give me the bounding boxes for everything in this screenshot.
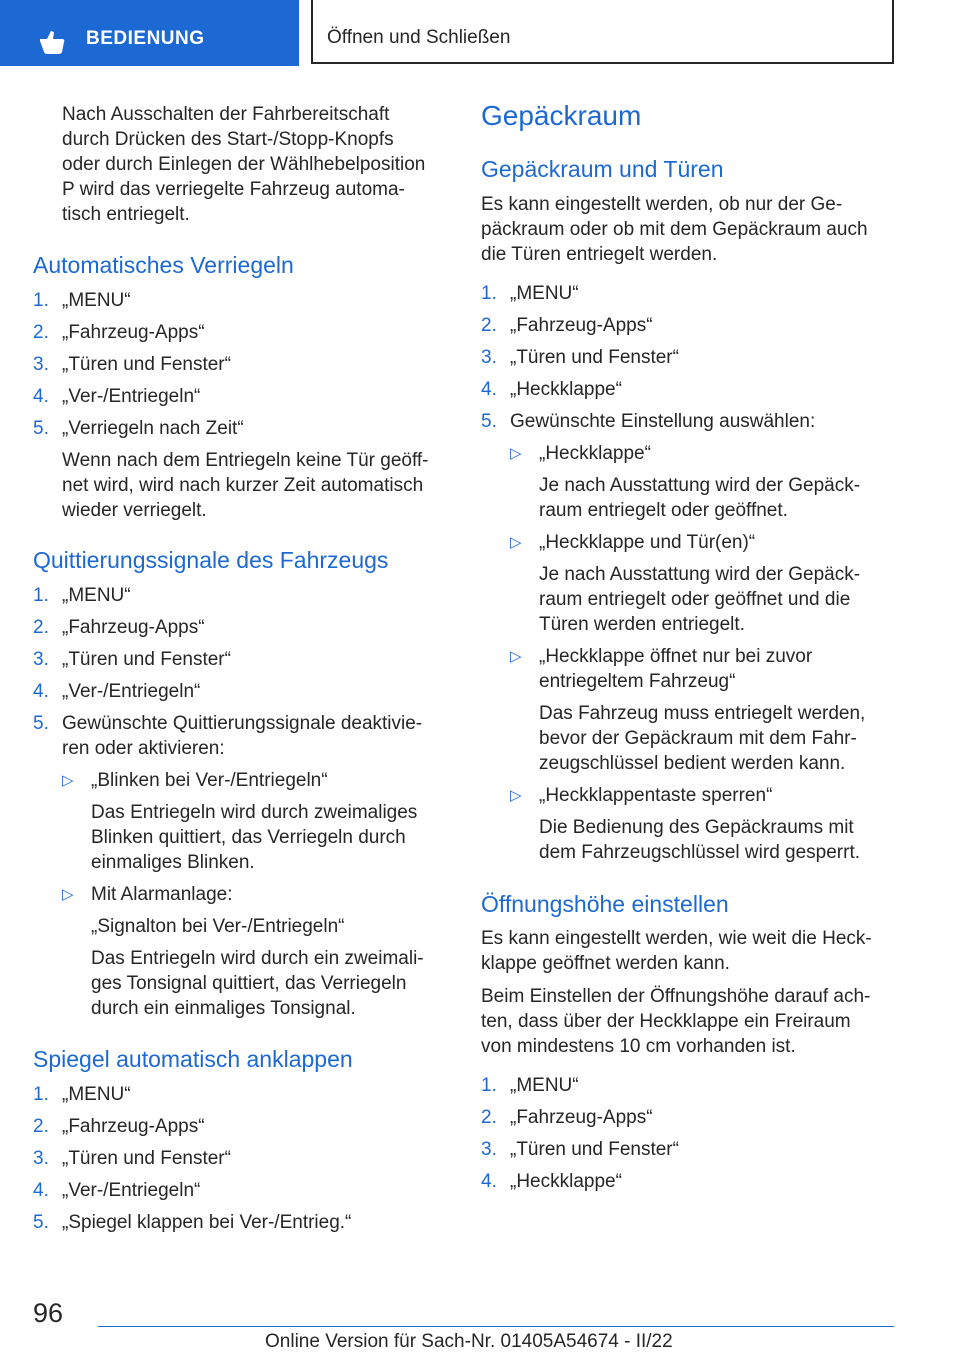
- list-item: 4. „Ver-/Entriegeln“: [33, 681, 201, 702]
- signals-sublist: ▷ „Blinken bei Ver-/Entriegeln“ Das Entriegeln wird durch zweimaliges Blinken quittiert, das Verriegeln durch einmaliges Blinken. ▷ Mit Alarmanlage: „Signalton bei Ver-/Entriegeln“ Das Entriegeln wird durch ein zweimali‐ ges Tonsignal quittiert, das Verriegeln durch ein einmaliges Tonsignal.: [33, 768, 453, 1021]
- chapter-title: Öffnen und Schließen: [327, 27, 511, 48]
- list-item: 3. „Türen und Fenster“: [481, 1139, 679, 1160]
- list-item: 5. Gewünschte Quittierungssignale deaktivie‐ ren oder aktivieren:: [33, 713, 423, 759]
- triangle-bullet-icon: ▷: [510, 787, 522, 804]
- list-item: 1. „MENU“: [33, 290, 131, 311]
- auto-lock-note: Wenn nach dem Entriegeln keine Tür geöff‐ net wird, wird nach kurzer Zeit automatisch wieder verriegelt.: [62, 450, 429, 521]
- heading-auto-lock: Automatisches Verriegeln: [33, 252, 294, 278]
- list-item: 3. „Türen und Fenster“: [33, 1148, 231, 1169]
- list-item: 4. „Ver-/Entriegeln“: [33, 1180, 201, 1201]
- list-item: 4. „Heckklappe“: [481, 379, 622, 400]
- section-label: BEDIENUNG: [86, 28, 205, 49]
- list-item: 1. „MENU“: [481, 283, 579, 304]
- online-version-note: Online Version für Sach-Nr. 01405A54674 - II/22: [265, 1331, 673, 1352]
- list-item: 5. „Verriegeln nach Zeit“: [33, 418, 244, 439]
- list-item: 5. Gewünschte Einstellung auswählen:: [481, 411, 816, 432]
- list-item: 3. „Türen und Fenster“: [33, 354, 231, 375]
- list-item: 3. „Türen und Fenster“: [33, 649, 231, 670]
- list-item: 2. „Fahrzeug-Apps“: [33, 617, 205, 638]
- trunk-steps: [481, 281, 896, 865]
- mirror-steps: [33, 1082, 453, 1235]
- sub-item: ▷ „Blinken bei Ver-/Entriegeln“: [62, 770, 328, 791]
- sub-item: ▷ „Heckklappe und Tür(en)“: [510, 532, 756, 553]
- sub-item: ▷ Mit Alarmanlage:: [62, 884, 233, 905]
- opening-height-text: Es kann eingestellt werden, wie weit die Heck‐ klappe geöffnet werden kann. Beim Einstellen der Öffnungshöhe darauf ach‐ ten, dass über der Heckklappe ein Freiraum von mindestens 10 cm vorhanden ist.: [481, 928, 872, 1057]
- list-item: 1. „MENU“: [33, 585, 131, 606]
- list-item: 2. „Fahrzeug-Apps“: [33, 1116, 205, 1137]
- list-item: 4. „Ver-/Entriegeln“: [33, 386, 201, 407]
- hand-pointer-icon: [37, 27, 67, 55]
- intro-paragraph: Nach Ausschalten der Fahrbereitschaft durch Drücken des Start-/Stopp-Knopfs oder durch Einlegen der Wählhebelposition P wird das verriegelte Fahrzeug automa‐ tisch entriegelt.: [62, 104, 426, 225]
- heading-opening-height: Öffnungshöhe einstellen: [481, 891, 729, 917]
- triangle-bullet-icon: ▷: [62, 772, 74, 789]
- list-item: 3. „Türen und Fenster“: [481, 347, 679, 368]
- heading-signals: Quittierungssignale des Fahrzeugs: [33, 547, 389, 573]
- page-number: 96: [33, 1298, 64, 1328]
- sub-item: ▷ „Heckklappe öffnet nur bei zuvor entriegeltem Fahrzeug“: [510, 646, 813, 692]
- triangle-bullet-icon: ▷: [510, 648, 522, 665]
- list-item: 4. „Heckklappe“: [481, 1171, 622, 1192]
- signals-steps: [33, 583, 453, 1021]
- list-item: 1. „MENU“: [33, 1084, 131, 1105]
- list-item: 2. „Fahrzeug-Apps“: [33, 322, 205, 343]
- triangle-bullet-icon: ▷: [510, 534, 522, 551]
- triangle-bullet-icon: ▷: [62, 886, 74, 903]
- auto-lock-steps: [33, 288, 453, 523]
- list-item: 2. „Fahrzeug-Apps“: [481, 1107, 653, 1128]
- list-item: 1. „MENU“: [481, 1075, 579, 1096]
- triangle-bullet-icon: ▷: [510, 445, 522, 462]
- heading-mirror: Spiegel automatisch anklappen: [33, 1046, 353, 1072]
- trunk-sublist: ▷ „Heckklappe“ Je nach Ausstattung wird der Gepäck‐ raum entriegelt oder geöffnet. ▷ „Heckklappe und Tür(en)“ Je nach Ausstattung wird der Gepäck‐ raum entriegelt oder geöffnet und die Türen werden entriegelt. ▷ „Heckklappe öffnet nur bei zuvor entriegeltem Fahrzeug“ Das Fahrzeug muss entriegelt werden, bevor der Gepäckraum mit dem Fahr‐ zeugschlüssel bedient werden kann. ▷ „Heckklappentaste sperren“ Die Bedienung des Gepäckraums mit dem Fahrzeugschlüssel wird gesperrt.: [481, 441, 896, 865]
- heading-trunk-doors: Gepäckraum und Türen: [481, 156, 724, 182]
- section-tab: [0, 0, 299, 66]
- chapter-header: [311, 0, 894, 64]
- sub-item: ▷ „Heckklappe“: [510, 443, 651, 464]
- list-item: 2. „Fahrzeug-Apps“: [481, 315, 653, 336]
- list-item: 5. „Spiegel klappen bei Ver-/Entrieg.“: [33, 1212, 352, 1233]
- sub-item: ▷ „Heckklappentaste sperren“: [510, 785, 773, 806]
- page-title: Gepäckraum: [481, 100, 642, 131]
- opening-height-steps: [481, 1073, 896, 1194]
- footer-divider: [98, 1326, 894, 1327]
- trunk-intro: Es kann eingestellt werden, ob nur der Ge‐ päckraum oder ob mit dem Gepäckraum auch die Türen entriegelt werden.: [481, 194, 868, 265]
